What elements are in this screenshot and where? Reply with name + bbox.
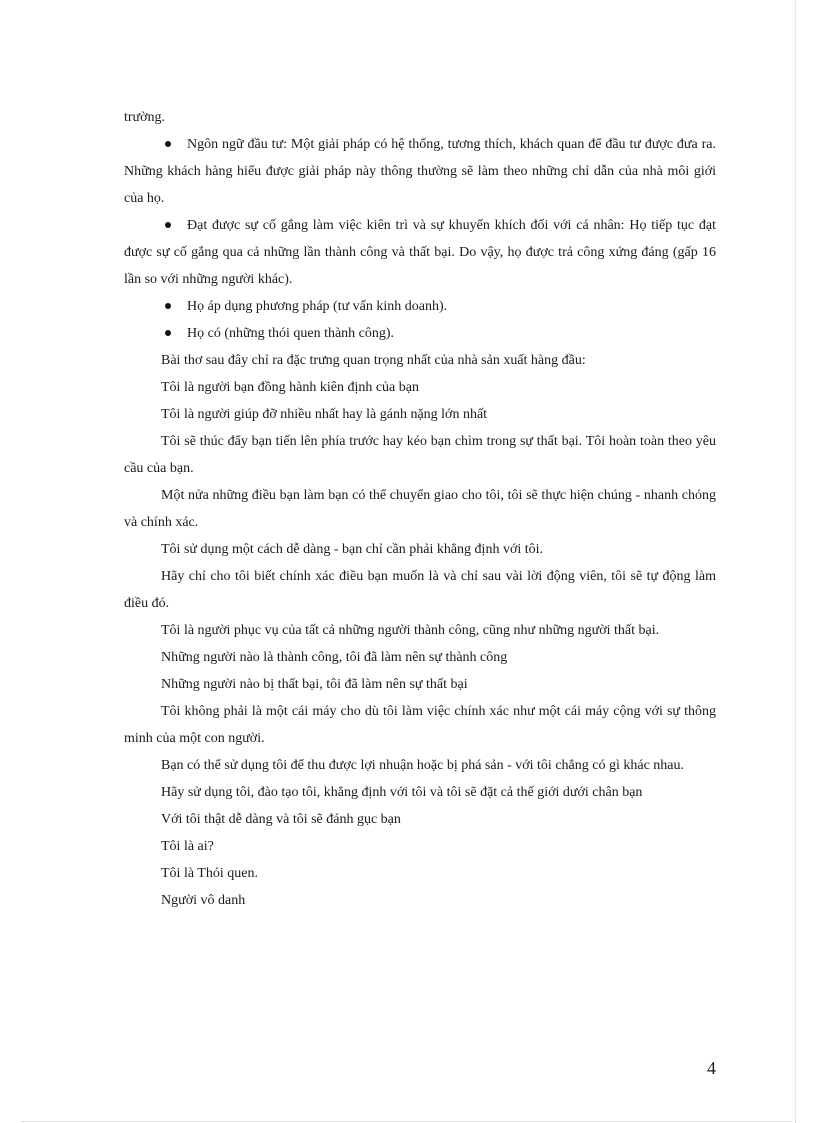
- paragraph: Bài thơ sau đây chỉ ra đặc trưng quan trọng nhất của nhà sản xuất hàng đầu:: [161, 353, 586, 368]
- poem-line: Với tôi thật dễ dàng và tôi sẽ đánh gục bạn: [161, 812, 401, 827]
- bullet-text: Họ có (những thói quen thành công).: [187, 326, 395, 341]
- poem-line: Bạn có thể sử dụng tôi để thu được lợi nhuận hoặc bị phá sản - với tôi chẳng có gì khác nhau.: [161, 758, 684, 773]
- bullet-icon: [165, 330, 171, 336]
- poem-line: Một nửa những điều bạn làm bạn có thể chuyển giao cho tôi, tôi sẽ thực hiện chúng - nhanh chóng và chính xác.: [124, 488, 716, 530]
- bullet-icon: [165, 303, 171, 309]
- poem-line: Những người nào là thành công, tôi đã làm nên sự thành công: [161, 650, 508, 665]
- poem-line: Tôi là người bạn đồng hành kiên định của bạn: [161, 380, 419, 395]
- poem-line: Hãy sử dụng tôi, đào tạo tôi, khẳng định với tôi và tôi sẽ đặt cả thế giới dưới chân bạn: [161, 785, 643, 800]
- bullet-item: [124, 293, 716, 320]
- poem-line: Tôi là người giúp đỡ nhiều nhất hay là gánh nặng lớn nhất: [161, 407, 488, 422]
- poem-line: Tôi là ai?: [161, 839, 214, 854]
- poem-line: Tôi là người phục vụ của tất cả những người thành công, cũng như những người thất bại.: [161, 623, 660, 638]
- paragraph: trường.: [124, 110, 166, 125]
- bullet-item: [124, 212, 716, 293]
- bullet-text: Ngôn ngữ đầu tư: Một giải pháp có hệ thống, tương thích, khách quan để đầu tư được đưa ra. Những khách hàng hiểu được giải pháp này thông thường sẽ làm theo những chỉ dẫn của nhà môi giới của họ.: [124, 137, 716, 206]
- bullet-icon: [165, 222, 171, 228]
- poem-line: Tôi không phải là một cái máy cho dù tôi làm việc chính xác như một cái máy cộng với sự thông minh của một con người.: [124, 704, 716, 746]
- bullet-text: Họ áp dụng phương pháp (tư vấn kinh doanh).: [187, 299, 448, 314]
- page-border-right: [795, 0, 796, 1123]
- poem-line: Hãy chỉ cho tôi biết chính xác điều bạn muốn là và chỉ sau vài lời động viên, tôi sẽ tự động làm điều đó.: [124, 569, 716, 611]
- poem-line: Tôi là Thói quen.: [161, 866, 258, 881]
- page-border-bottom: [22, 1121, 792, 1122]
- poem-line: Những người nào bị thất bại, tôi đã làm nên sự thất bại: [161, 677, 468, 692]
- author-signature: Người vô danh: [161, 893, 246, 908]
- bullet-icon: [165, 141, 171, 147]
- bullet-item: [124, 320, 716, 347]
- poem-line: Tôi sẽ thúc đẩy bạn tiến lên phía trước hay kéo bạn chìm trong sự thất bại. Tôi hoàn toàn theo yêu cầu của bạn.: [124, 434, 716, 476]
- poem-line: Tôi sử dụng một cách dễ dàng - bạn chỉ cần phải khẳng định với tôi.: [161, 542, 544, 557]
- page-number: 4: [707, 1058, 716, 1078]
- body-text: [124, 104, 716, 914]
- bullet-text: Đạt được sự cố gắng làm việc kiên trì và sự khuyến khích đối với cá nhân: Họ tiếp tục đạt được sự cố gắng qua cả những lần thành công và thất bại. Do vậy, họ được trả công xứng đáng (gấp 16 lần so với những người khác).: [124, 218, 716, 287]
- bullet-item: [124, 131, 716, 212]
